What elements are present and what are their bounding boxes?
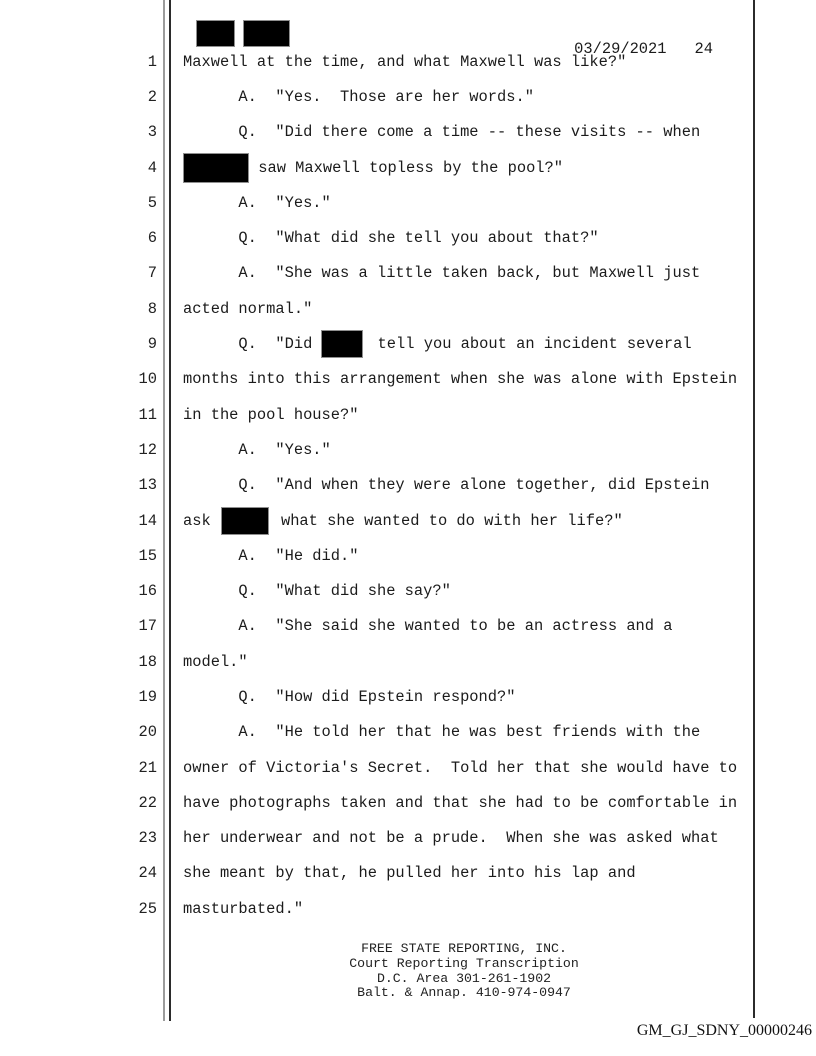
line-text-segment: A. "Yes." [183, 440, 331, 459]
line-number: 9 [147, 335, 157, 354]
bates-number: GM_GJ_SDNY_00000246 [636, 1022, 812, 1039]
line-text [183, 688, 516, 706]
line-text-segment: Q. "What did she tell you about that?" [183, 229, 599, 248]
line-text-segment: ask [183, 511, 211, 530]
line-number: 14 [138, 511, 157, 530]
line-text-segment: acted normal." [183, 299, 313, 318]
line-text [183, 194, 331, 212]
line-text [183, 829, 719, 847]
line-number: 7 [147, 264, 157, 283]
line-text-segment: A. "She was a little taken back, but Maxwell just [183, 264, 701, 283]
line-text-segment: Q. "What did she say?" [183, 582, 451, 601]
line-text-segment: Q. "And when they were alone together, did Epstein [183, 476, 710, 495]
line-text [183, 582, 451, 600]
line-text [183, 441, 331, 459]
line-text-segment: tell you about an incident several [368, 335, 692, 354]
line-number: 12 [138, 440, 157, 459]
line-number: 10 [138, 370, 157, 389]
transcript-lines [0, 44, 816, 926]
date-stamp: 03/29/2021 [574, 40, 667, 58]
transcript-line [0, 150, 816, 185]
line-text [183, 330, 692, 358]
footer-line: FREE STATE REPORTING, INC. [361, 941, 567, 956]
transcript-line [0, 220, 816, 255]
transcript-line [0, 115, 816, 150]
redaction-box [321, 330, 363, 358]
line-text-segment: Q. "Did there come a time -- these visits -- when [183, 123, 701, 142]
line-text [183, 759, 737, 777]
footer-line: Balt. & Annap. 410-974-0947 [357, 985, 571, 1001]
transcript-line [0, 573, 816, 608]
line-text [183, 476, 709, 494]
transcript-line [0, 326, 816, 361]
line-text-segment: owner of Victoria's Secret. Told her that she would have to [183, 758, 738, 777]
line-text [183, 547, 358, 565]
line-text [183, 300, 312, 318]
line-text [183, 900, 303, 918]
line-number: 17 [138, 617, 157, 636]
line-text [183, 264, 700, 282]
line-text-segment: A. "Yes." [183, 193, 331, 212]
transcript-line [0, 891, 816, 926]
line-text-segment: in the pool house?" [183, 405, 359, 424]
redaction-box [243, 20, 290, 47]
line-number: 3 [147, 123, 157, 142]
page-number: 24 [694, 40, 713, 58]
line-number: 24 [138, 864, 157, 883]
header-redactions [196, 20, 290, 47]
line-text [183, 723, 700, 741]
line-text [183, 507, 623, 535]
line-number: 21 [138, 758, 157, 777]
transcript-line [0, 468, 816, 503]
line-text-segment: months into this arrangement when she was alone with Epstein [183, 370, 738, 389]
line-number: 25 [138, 899, 157, 918]
line-number: 20 [138, 723, 157, 742]
transcript-line [0, 785, 816, 820]
line-number: 23 [138, 829, 157, 848]
line-text [183, 864, 636, 882]
redaction-box [196, 20, 235, 47]
line-text [183, 153, 563, 183]
line-text [183, 53, 626, 71]
transcript-line [0, 679, 816, 714]
line-text [183, 123, 700, 141]
line-number: 13 [138, 476, 157, 495]
footer-line: D.C. Area 301-261-1902 [376, 970, 552, 986]
line-text [183, 794, 737, 812]
transcript-line [0, 291, 816, 326]
line-text [183, 617, 673, 635]
line-text-segment: Q. "Did [183, 335, 313, 354]
line-text-segment: masturbated." [183, 899, 304, 918]
line-number: 1 [147, 52, 157, 71]
line-text-segment: A. "He told her that he was best friends with the [183, 723, 701, 742]
line-text-segment: have photographs taken and that she had to be comfortable in [183, 793, 738, 812]
line-number: 2 [147, 87, 157, 106]
line-text [183, 229, 599, 247]
transcript-line [0, 609, 816, 644]
line-number: 19 [138, 687, 157, 706]
transcript-line [0, 44, 816, 79]
line-number: 11 [138, 405, 157, 424]
line-text-segment: model." [183, 652, 248, 671]
transcript-line [0, 79, 816, 114]
line-number: 4 [147, 158, 157, 177]
line-number: 6 [147, 229, 157, 248]
line-number: 15 [138, 546, 157, 565]
footer-line: Court Reporting Transcription [349, 955, 579, 971]
transcript-line [0, 185, 816, 220]
transcript-line [0, 856, 816, 891]
transcript-line [0, 397, 816, 432]
transcript-line [0, 503, 816, 538]
line-text [183, 88, 534, 106]
line-text-segment: she meant by that, he pulled her into his lap and [183, 864, 636, 883]
redaction-box [183, 153, 249, 183]
line-text-segment: Q. "How did Epstein respond?" [183, 687, 516, 706]
line-text-segment: A. "She said she wanted to be an actress and a [183, 617, 673, 636]
transcript-line [0, 362, 816, 397]
line-text [183, 406, 358, 424]
transcript-line [0, 644, 816, 679]
line-number: 5 [147, 193, 157, 212]
line-text-segment: A. "He did." [183, 546, 359, 565]
line-number: 18 [138, 652, 157, 671]
redaction-box [221, 507, 269, 535]
transcript-line [0, 256, 816, 291]
transcript-line [0, 538, 816, 573]
reporter-footer [183, 942, 745, 1001]
line-text-segment: saw Maxwell topless by the pool?" [249, 158, 564, 177]
transcript-line [0, 715, 816, 750]
line-text-segment: Maxwell at the time, and what Maxwell was like?" [183, 52, 627, 71]
line-number: 22 [138, 793, 157, 812]
line-text-segment: A. "Yes. Those are her words." [183, 87, 534, 106]
line-number: 8 [147, 299, 157, 318]
line-number: 16 [138, 582, 157, 601]
line-text-segment: what she wanted to do with her life?" [271, 511, 623, 530]
transcript-line [0, 432, 816, 467]
line-text [183, 653, 248, 671]
transcript-line [0, 821, 816, 856]
transcript-line [0, 750, 816, 785]
line-text [183, 370, 737, 388]
line-text-segment: her underwear and not be a prude. When she was asked what [183, 829, 719, 848]
